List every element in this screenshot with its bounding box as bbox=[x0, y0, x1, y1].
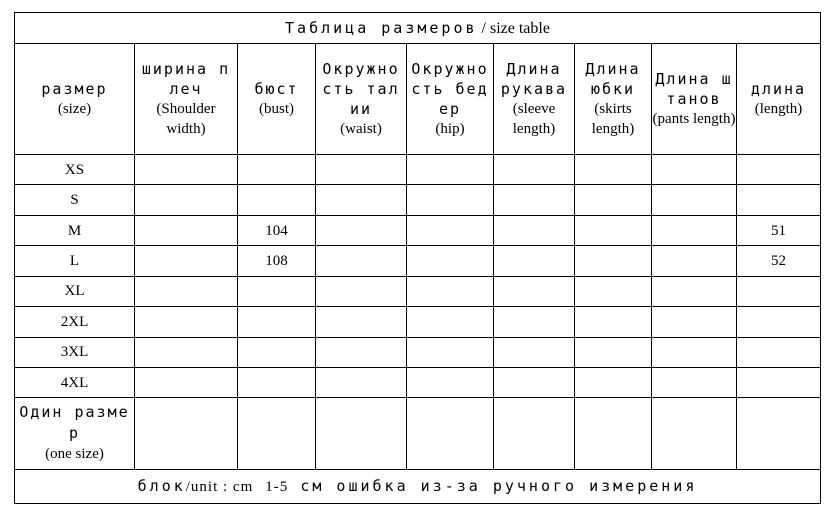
table-cell: 52 bbox=[737, 246, 821, 276]
table-cell bbox=[238, 307, 316, 337]
table-cell: 51 bbox=[737, 215, 821, 245]
table-cell bbox=[238, 337, 316, 367]
column-header-ru: Окружность бедер bbox=[411, 60, 489, 119]
column-header-en: (Shoulder width) bbox=[156, 101, 216, 138]
table-cell bbox=[316, 276, 407, 306]
table-cell bbox=[575, 155, 652, 185]
table-cell bbox=[135, 276, 238, 306]
table-row bbox=[15, 155, 821, 185]
table-cell bbox=[494, 215, 575, 245]
table-cell bbox=[575, 185, 652, 215]
column-header-ru: Длина юбки bbox=[585, 60, 641, 99]
column-header bbox=[135, 44, 238, 155]
size-label: XL bbox=[15, 276, 135, 306]
column-header-en: (waist) bbox=[340, 121, 382, 138]
table-cell bbox=[316, 155, 407, 185]
table-cell bbox=[135, 155, 238, 185]
table-row bbox=[15, 307, 821, 337]
table-cell bbox=[407, 367, 494, 397]
table-cell bbox=[575, 307, 652, 337]
size-label: S bbox=[15, 185, 135, 215]
table-cell bbox=[575, 337, 652, 367]
table-cell bbox=[494, 337, 575, 367]
table-cell bbox=[238, 398, 316, 470]
table-cell bbox=[407, 307, 494, 337]
column-header bbox=[407, 44, 494, 155]
table-cell bbox=[737, 276, 821, 306]
table-cell bbox=[316, 246, 407, 276]
table-cell bbox=[407, 155, 494, 185]
table-footer bbox=[15, 470, 821, 504]
table-cell: 108 bbox=[238, 246, 316, 276]
column-header-ru: длина bbox=[750, 80, 807, 99]
table-cell bbox=[652, 185, 737, 215]
table-cell bbox=[316, 307, 407, 337]
table-cell bbox=[407, 185, 494, 215]
table-cell bbox=[737, 185, 821, 215]
column-header bbox=[575, 44, 652, 155]
size-label: 3XL bbox=[15, 337, 135, 367]
column-header-en: (length) bbox=[754, 101, 803, 118]
table-cell bbox=[135, 246, 238, 276]
table-cell bbox=[737, 367, 821, 397]
table-row bbox=[15, 337, 821, 367]
table-cell bbox=[407, 276, 494, 306]
table-title bbox=[15, 13, 821, 44]
table-cell bbox=[575, 367, 652, 397]
table-cell bbox=[494, 307, 575, 337]
table-cell bbox=[407, 215, 494, 245]
size-table-page bbox=[14, 12, 820, 504]
table-cell bbox=[238, 155, 316, 185]
size-label: L bbox=[15, 246, 135, 276]
table-row bbox=[15, 276, 821, 306]
table-cell bbox=[652, 337, 737, 367]
table-row bbox=[15, 367, 821, 397]
table-title-en: / size table bbox=[477, 19, 550, 37]
table-cell bbox=[407, 246, 494, 276]
table-cell bbox=[135, 307, 238, 337]
header-row bbox=[15, 44, 821, 155]
table-cell bbox=[494, 155, 575, 185]
column-header bbox=[15, 44, 135, 155]
column-header bbox=[316, 44, 407, 155]
column-header-ru: Длина штанов bbox=[655, 70, 733, 109]
table-cell bbox=[135, 215, 238, 245]
table-cell bbox=[135, 367, 238, 397]
table-cell bbox=[494, 185, 575, 215]
column-header-en: (sleeve length) bbox=[512, 101, 556, 138]
table-cell bbox=[494, 398, 575, 470]
table-cell bbox=[652, 367, 737, 397]
table-cell bbox=[316, 337, 407, 367]
table-cell bbox=[316, 185, 407, 215]
column-header bbox=[652, 44, 737, 155]
size-label: 4XL bbox=[15, 367, 135, 397]
table-cell bbox=[238, 185, 316, 215]
one-size-label bbox=[15, 398, 135, 470]
table-cell bbox=[575, 215, 652, 245]
table-row bbox=[15, 215, 821, 245]
table-cell: 104 bbox=[238, 215, 316, 245]
table-cell bbox=[575, 246, 652, 276]
table-cell bbox=[407, 398, 494, 470]
column-header bbox=[737, 44, 821, 155]
table-cell bbox=[652, 307, 737, 337]
table-cell bbox=[737, 155, 821, 185]
size-table bbox=[14, 12, 821, 504]
table-cell bbox=[737, 398, 821, 470]
size-label: XS bbox=[15, 155, 135, 185]
footer-range: 1-5 bbox=[265, 479, 289, 496]
column-header-en: (pants length) bbox=[652, 111, 736, 128]
column-header-ru: размер bbox=[41, 80, 108, 99]
size-label: M bbox=[15, 215, 135, 245]
column-header-en: (hip) bbox=[435, 121, 465, 138]
table-cell bbox=[494, 276, 575, 306]
table-cell bbox=[238, 276, 316, 306]
one-size-row bbox=[15, 398, 821, 470]
table-title-ru: Таблица размеров bbox=[285, 18, 478, 37]
table-cell bbox=[575, 398, 652, 470]
table-cell bbox=[238, 367, 316, 397]
table-cell bbox=[135, 398, 238, 470]
one-size-label-ru: Один размер bbox=[19, 403, 130, 443]
table-row bbox=[15, 185, 821, 215]
table-cell bbox=[652, 215, 737, 245]
column-header-ru: ширина плеч bbox=[141, 60, 231, 99]
column-header-ru: Длина рукава bbox=[500, 60, 568, 99]
footer-unit-en: /unit : cm bbox=[185, 479, 254, 496]
table-cell bbox=[652, 246, 737, 276]
table-cell bbox=[737, 337, 821, 367]
table-cell bbox=[737, 307, 821, 337]
table-cell bbox=[652, 155, 737, 185]
table-cell bbox=[316, 398, 407, 470]
column-header-en: (size) bbox=[57, 101, 92, 118]
table-cell bbox=[652, 398, 737, 470]
table-cell bbox=[494, 246, 575, 276]
column-header-ru: Окружность талии bbox=[322, 60, 400, 119]
one-size-label-en: (one size) bbox=[45, 446, 104, 463]
column-header-ru: бюст bbox=[254, 80, 299, 99]
column-header-en: (skirts length) bbox=[591, 101, 635, 138]
table-cell bbox=[652, 276, 737, 306]
table-cell bbox=[316, 215, 407, 245]
column-header bbox=[494, 44, 575, 155]
footer-note: см ошибка из-за ручного измерения bbox=[300, 477, 698, 496]
table-cell bbox=[135, 185, 238, 215]
table-cell bbox=[494, 367, 575, 397]
footer-unit-ru: блок bbox=[137, 477, 186, 496]
table-row bbox=[15, 246, 821, 276]
table-cell bbox=[575, 276, 652, 306]
column-header-en: (bust) bbox=[259, 101, 294, 118]
table-cell bbox=[407, 337, 494, 367]
table-cell bbox=[316, 367, 407, 397]
size-label: 2XL bbox=[15, 307, 135, 337]
table-cell bbox=[135, 337, 238, 367]
column-header bbox=[238, 44, 316, 155]
